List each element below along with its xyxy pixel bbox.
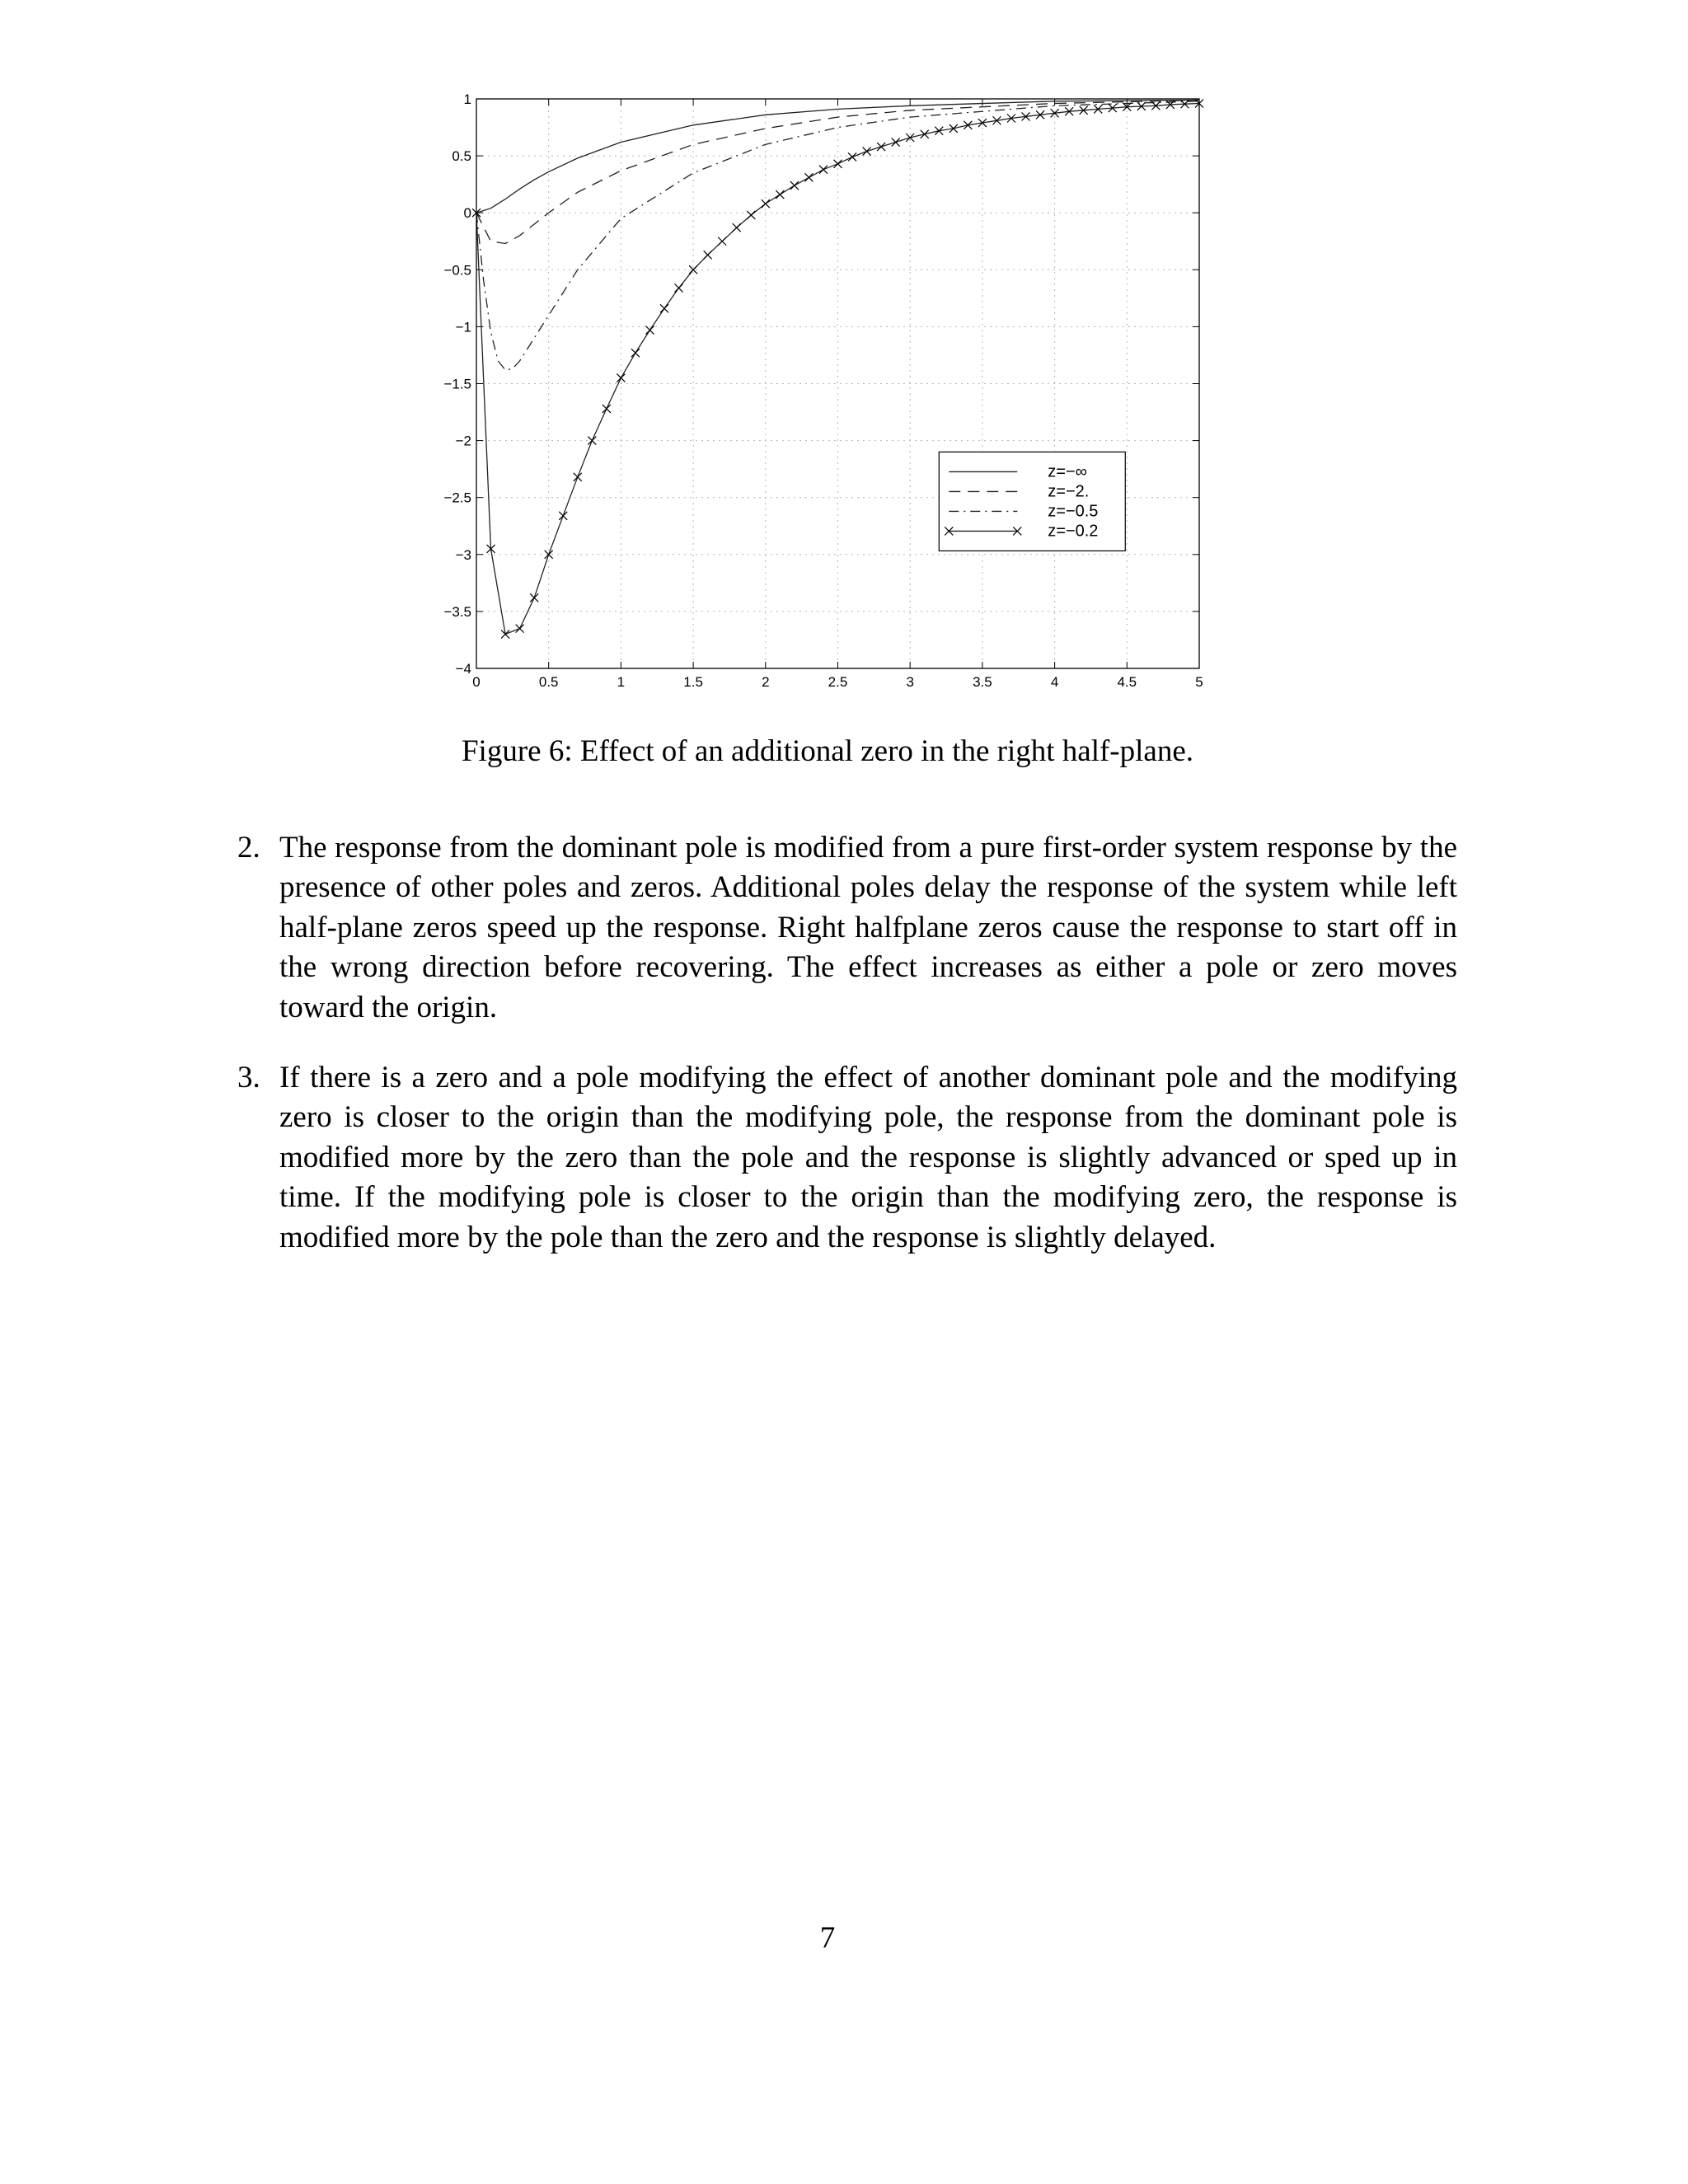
- list-item-text: If there is a zero and a pole modifying the effect of another dominant pole and the modifying zero is closer to the origin than the modifying pole, the response from the dominant pole is modified more by the zero than the pole and the response is slightly advanced or sped up in time. If the modifying pole is closer to the origin than the modifying zero, the response is modified more by the pole than the zero and the response is slightly delayed.: [279, 1061, 1457, 1254]
- x-tick-label: 3: [906, 674, 914, 690]
- response-chart: [412, 78, 1236, 721]
- y-tick-label: −3: [455, 546, 471, 563]
- x-tick-label: 2: [762, 674, 770, 690]
- x-tick-label: 4.5: [1117, 674, 1137, 690]
- y-tick-label: 1: [463, 91, 471, 107]
- y-tick-label: −2.5: [443, 490, 471, 506]
- figure-6: [412, 78, 1236, 725]
- y-tick-label: −4: [455, 661, 471, 677]
- list-item-3: [237, 1058, 1457, 1258]
- y-tick-label: 0: [463, 205, 471, 222]
- y-tick-label: −2: [455, 433, 471, 449]
- y-tick-label: 0.5: [452, 148, 471, 165]
- plot-area: [476, 99, 1199, 668]
- x-tick-label: 2.5: [828, 674, 848, 690]
- legend-label: z=−∞: [1048, 462, 1087, 481]
- x-tick-label: 0: [472, 674, 481, 690]
- x-tick-label: 0.5: [538, 674, 559, 690]
- page-number: 7: [819, 1921, 836, 1955]
- legend-label: z=−2.: [1048, 482, 1090, 501]
- x-tick-label: 1.5: [683, 674, 703, 690]
- figure-caption: Figure 6: Effect of an additional zero in the right half-plane.: [461, 734, 1194, 768]
- y-tick-label: −1.5: [443, 376, 471, 392]
- list-item-text: The response from the dominant pole is modified from a pure first-order system response by the presence of other poles and zeros. Additional poles delay the response of the system while left half-plane zeros speed up the response. Right halfplane zeros cause the response to start off in the wrong direction before recovering. The effect increases as either a pole or zero moves toward the origin.: [279, 831, 1457, 1024]
- legend-label: z=−0.5: [1048, 502, 1099, 521]
- y-tick-label: −1: [455, 319, 471, 335]
- x-tick-label: 5: [1195, 674, 1203, 690]
- list-item-2: [237, 828, 1457, 1028]
- y-tick-label: −3.5: [443, 603, 471, 620]
- x-tick-label: 4: [1050, 674, 1059, 690]
- x-tick-label: 3.5: [973, 674, 992, 690]
- y-tick-label: −0.5: [443, 262, 471, 279]
- list-item-number: 3.: [237, 1061, 260, 1094]
- list-item-number: 2.: [237, 831, 260, 865]
- legend-label: z=−0.2: [1048, 522, 1099, 541]
- x-tick-label: 1: [617, 674, 626, 690]
